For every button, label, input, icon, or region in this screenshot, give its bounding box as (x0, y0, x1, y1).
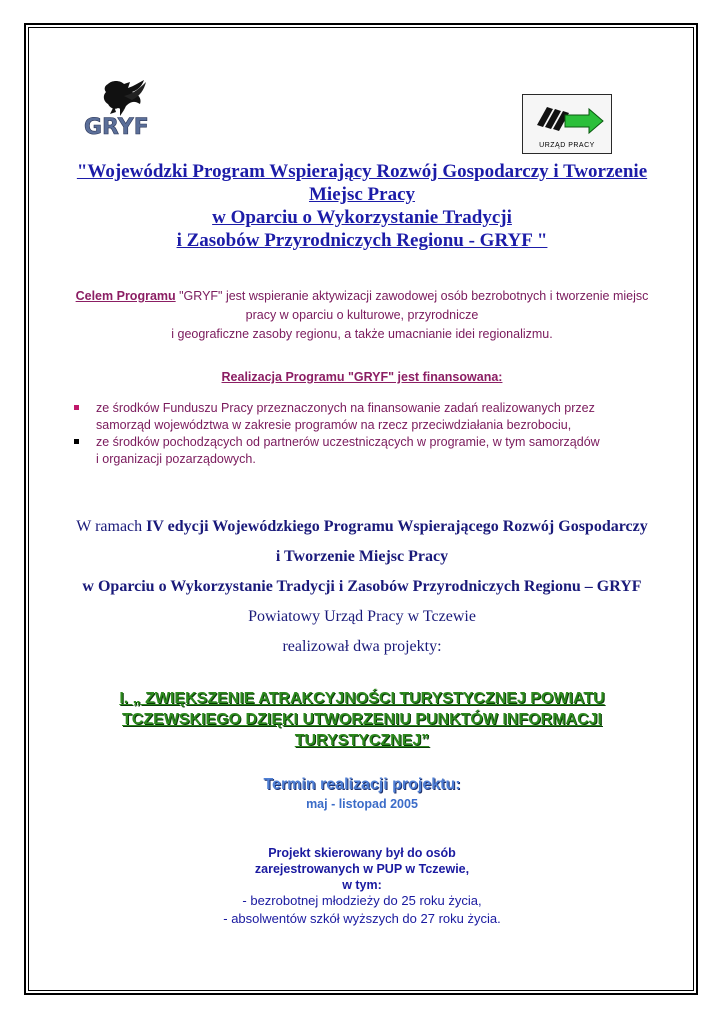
title-line-2: Miejsc Pracy (308, 184, 416, 205)
urzad-pracy-caption: URZĄD PRACY (539, 142, 595, 149)
title-line-1: "Wojewódzki Program Wspierający Rozwój Gospodarczy i Tworzenie (76, 161, 648, 182)
purpose-text-1: "GRYF" jest wspieranie aktywizacji zawodowej osób bezrobotnych i tworzenie miejsc (175, 289, 649, 303)
term-heading: Termin realizacji projektu: (263, 776, 461, 793)
purpose-line-2: pracy w oparciu o kulturowe, przyrodnicze (245, 308, 479, 322)
purpose-line-1 (40, 287, 684, 306)
edition-block (40, 512, 684, 662)
project-title-line-1: I. „ ZWIĘKSZENIE ATRAKCYJNOŚCI TURYSTYCZNEJ POWIATU (119, 690, 605, 707)
target-group (40, 845, 684, 893)
target-item-1: - bezrobotnej młodzieży do 25 roku życia, (242, 893, 482, 908)
document-title (40, 160, 684, 252)
project-title-line-2: TCZEWSKIEGO DZIĘKI UTWORZENIU PUNKTÓW INFORMACJI (122, 711, 602, 728)
target-line-2: zarejestrowanych w PUP w Tczewie, (254, 862, 470, 876)
list-item-line: ze środków pochodzących od partnerów uczestniczących w programie, w tym samorządów (96, 435, 600, 449)
term-dates: maj - listopad 2005 (306, 797, 418, 811)
urzad-pracy-logo (522, 94, 612, 154)
title-line-4: i Zasobów Przyrodniczych Regionu - GRYF " (176, 230, 548, 251)
edition-line-1: W ramach IV edycji Wojewódzkiego Programu Wspierającego Rozwój Gospodarczy (76, 518, 648, 535)
bullet-square-icon (74, 405, 79, 410)
list-item-line: samorząd województwa w zakresie programów na rzecz przeciwdziałania bezrobociu, (96, 418, 572, 432)
title-line-3: w Oparciu o Wykorzystanie Tradycji (212, 207, 512, 228)
project-title (60, 688, 664, 751)
target-line-3: w tym: (342, 878, 382, 892)
list-item (72, 400, 672, 434)
purpose-line-3: i geograficzne zasoby regionu, a także umacnianie idei regionalizmu. (171, 327, 553, 341)
gryf-logo (80, 78, 180, 140)
edition-bold: IV edycji Wojewódzkiego Programu Wspierającego Rozwój Gospodarczy (146, 518, 648, 535)
financing-heading: Realizacja Programu "GRYF" jest finansowana: (221, 370, 503, 384)
list-item-line: i organizacji pozarządowych. (96, 452, 256, 466)
project-title-line-3: TURYSTYCZNEJ” (294, 732, 430, 749)
target-line-1: Projekt skierowany był do osób (268, 846, 456, 860)
program-purpose (40, 287, 684, 344)
target-item-2: - absolwentów szkół wyższych do 27 roku życia. (223, 911, 501, 926)
list-item-line: ze środków Funduszu Pracy przeznaczonych na finansowanie zadań realizowanych przez (96, 401, 595, 415)
target-list (40, 892, 684, 928)
edition-line-2: i Tworzenie Miejsc Pracy (275, 548, 449, 565)
svg-text:GRYF: GRYF (84, 115, 149, 140)
list-item (72, 434, 672, 468)
edition-line-5: realizował dwa projekty: (282, 638, 442, 655)
edition-line-4: Powiatowy Urząd Pracy w Tczewie (248, 608, 476, 625)
purpose-label: Celem Programu (75, 289, 176, 303)
bullet-square-icon (74, 439, 79, 444)
edition-line-3: w Oparciu o Wykorzystanie Tradycji i Zasobów Przyrodniczych Regionu – GRYF (82, 578, 642, 595)
financing-list (72, 400, 672, 468)
